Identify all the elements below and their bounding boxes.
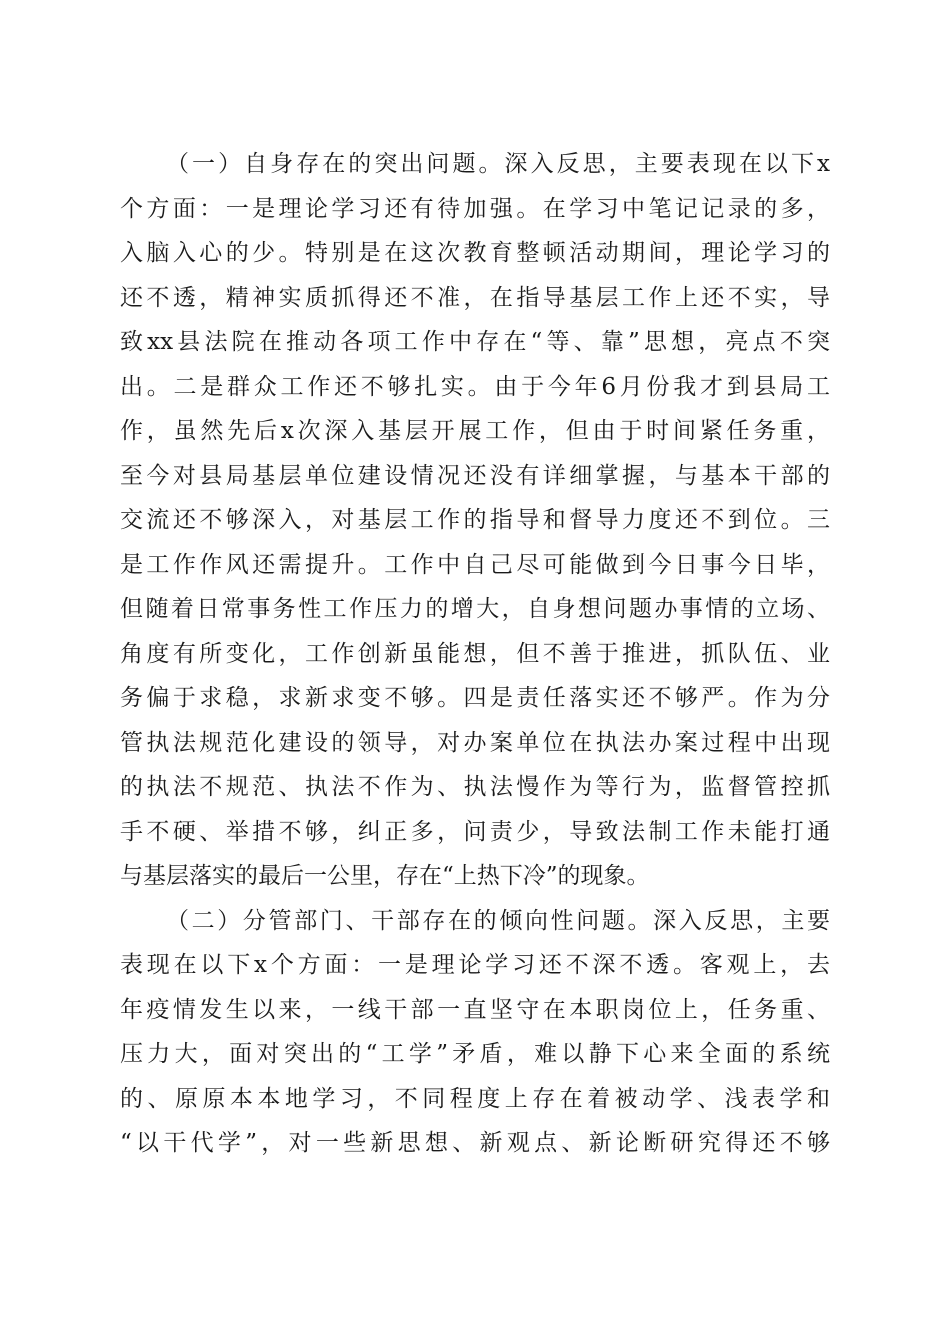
text-line: 的、原原本本地学习，不同程度上存在着被动学、浅表学和 (120, 1085, 830, 1112)
text-line: 出。二是群众工作还不够扎实。由于今年6月份我才到县局工 (120, 373, 830, 400)
text-line: 压力大，面对突出的“工学”矛盾，难以静下心来全面的系统 (120, 1041, 830, 1067)
paragraph-2 (120, 899, 830, 1166)
paragraph-1 (120, 142, 830, 899)
text-line: 至今对县局基层单位建设情况还没有详细掌握，与基本干部的 (120, 462, 830, 489)
text-line: 角度有所变化，工作创新虽能想，但不善于推进，抓队伍、业 (120, 640, 830, 667)
text-line: 但随着日常事务性工作压力的增大，自身想问题办事情的立场、 (120, 596, 830, 622)
text-line: 致xx县法院在推动各项工作中存在“等、靠”思想，亮点不突 (120, 329, 830, 355)
text-line: 是工作作风还需提升。工作中自己尽可能做到今日事今日毕， (120, 551, 830, 578)
text-line: 还不透，精神实质抓得还不准，在指导基层工作上还不实，导 (120, 284, 830, 311)
text-line: 管执法规范化建设的领导，对办案单位在执法办案过程中出现 (120, 729, 830, 756)
text-line: 年疫情发生以来，一线干部一直坚守在本职岗位上，任务重、 (120, 996, 830, 1023)
text-line: （二）分管部门、干部存在的倾向性问题。深入反思，主要 (166, 907, 830, 934)
text-line: 与基层落实的最后一公里，存在“上热下冷”的现象。 (120, 863, 650, 889)
text-line: “以干代学”，对一些新思想、新观点、新论断研究得还不够 (120, 1130, 830, 1156)
document-body (120, 142, 830, 1166)
text-line: 务偏于求稳，求新求变不够。四是责任落实还不够严。作为分 (120, 685, 830, 711)
text-line: 表现在以下x个方面：一是理论学习还不深不透。客观上，去 (120, 952, 830, 978)
text-line: 的执法不规范、执法不作为、执法慢作为等行为，监督管控抓 (120, 774, 830, 800)
text-line: 个方面：一是理论学习还有待加强。在学习中笔记记录的多， (120, 195, 830, 222)
text-line: （一）自身存在的突出问题。深入反思，主要表现在以下x (166, 151, 830, 177)
text-line: 手不硬、举措不够，纠正多，问责少，导致法制工作未能打通 (120, 818, 830, 845)
text-line: 作，虽然先后x次深入基层开展工作，但由于时间紧任务重， (120, 418, 830, 444)
text-line: 入脑入心的少。特别是在这次教育整顿活动期间，理论学习的 (120, 240, 830, 266)
text-line: 交流还不够深入，对基层工作的指导和督导力度还不到位。三 (120, 507, 830, 533)
